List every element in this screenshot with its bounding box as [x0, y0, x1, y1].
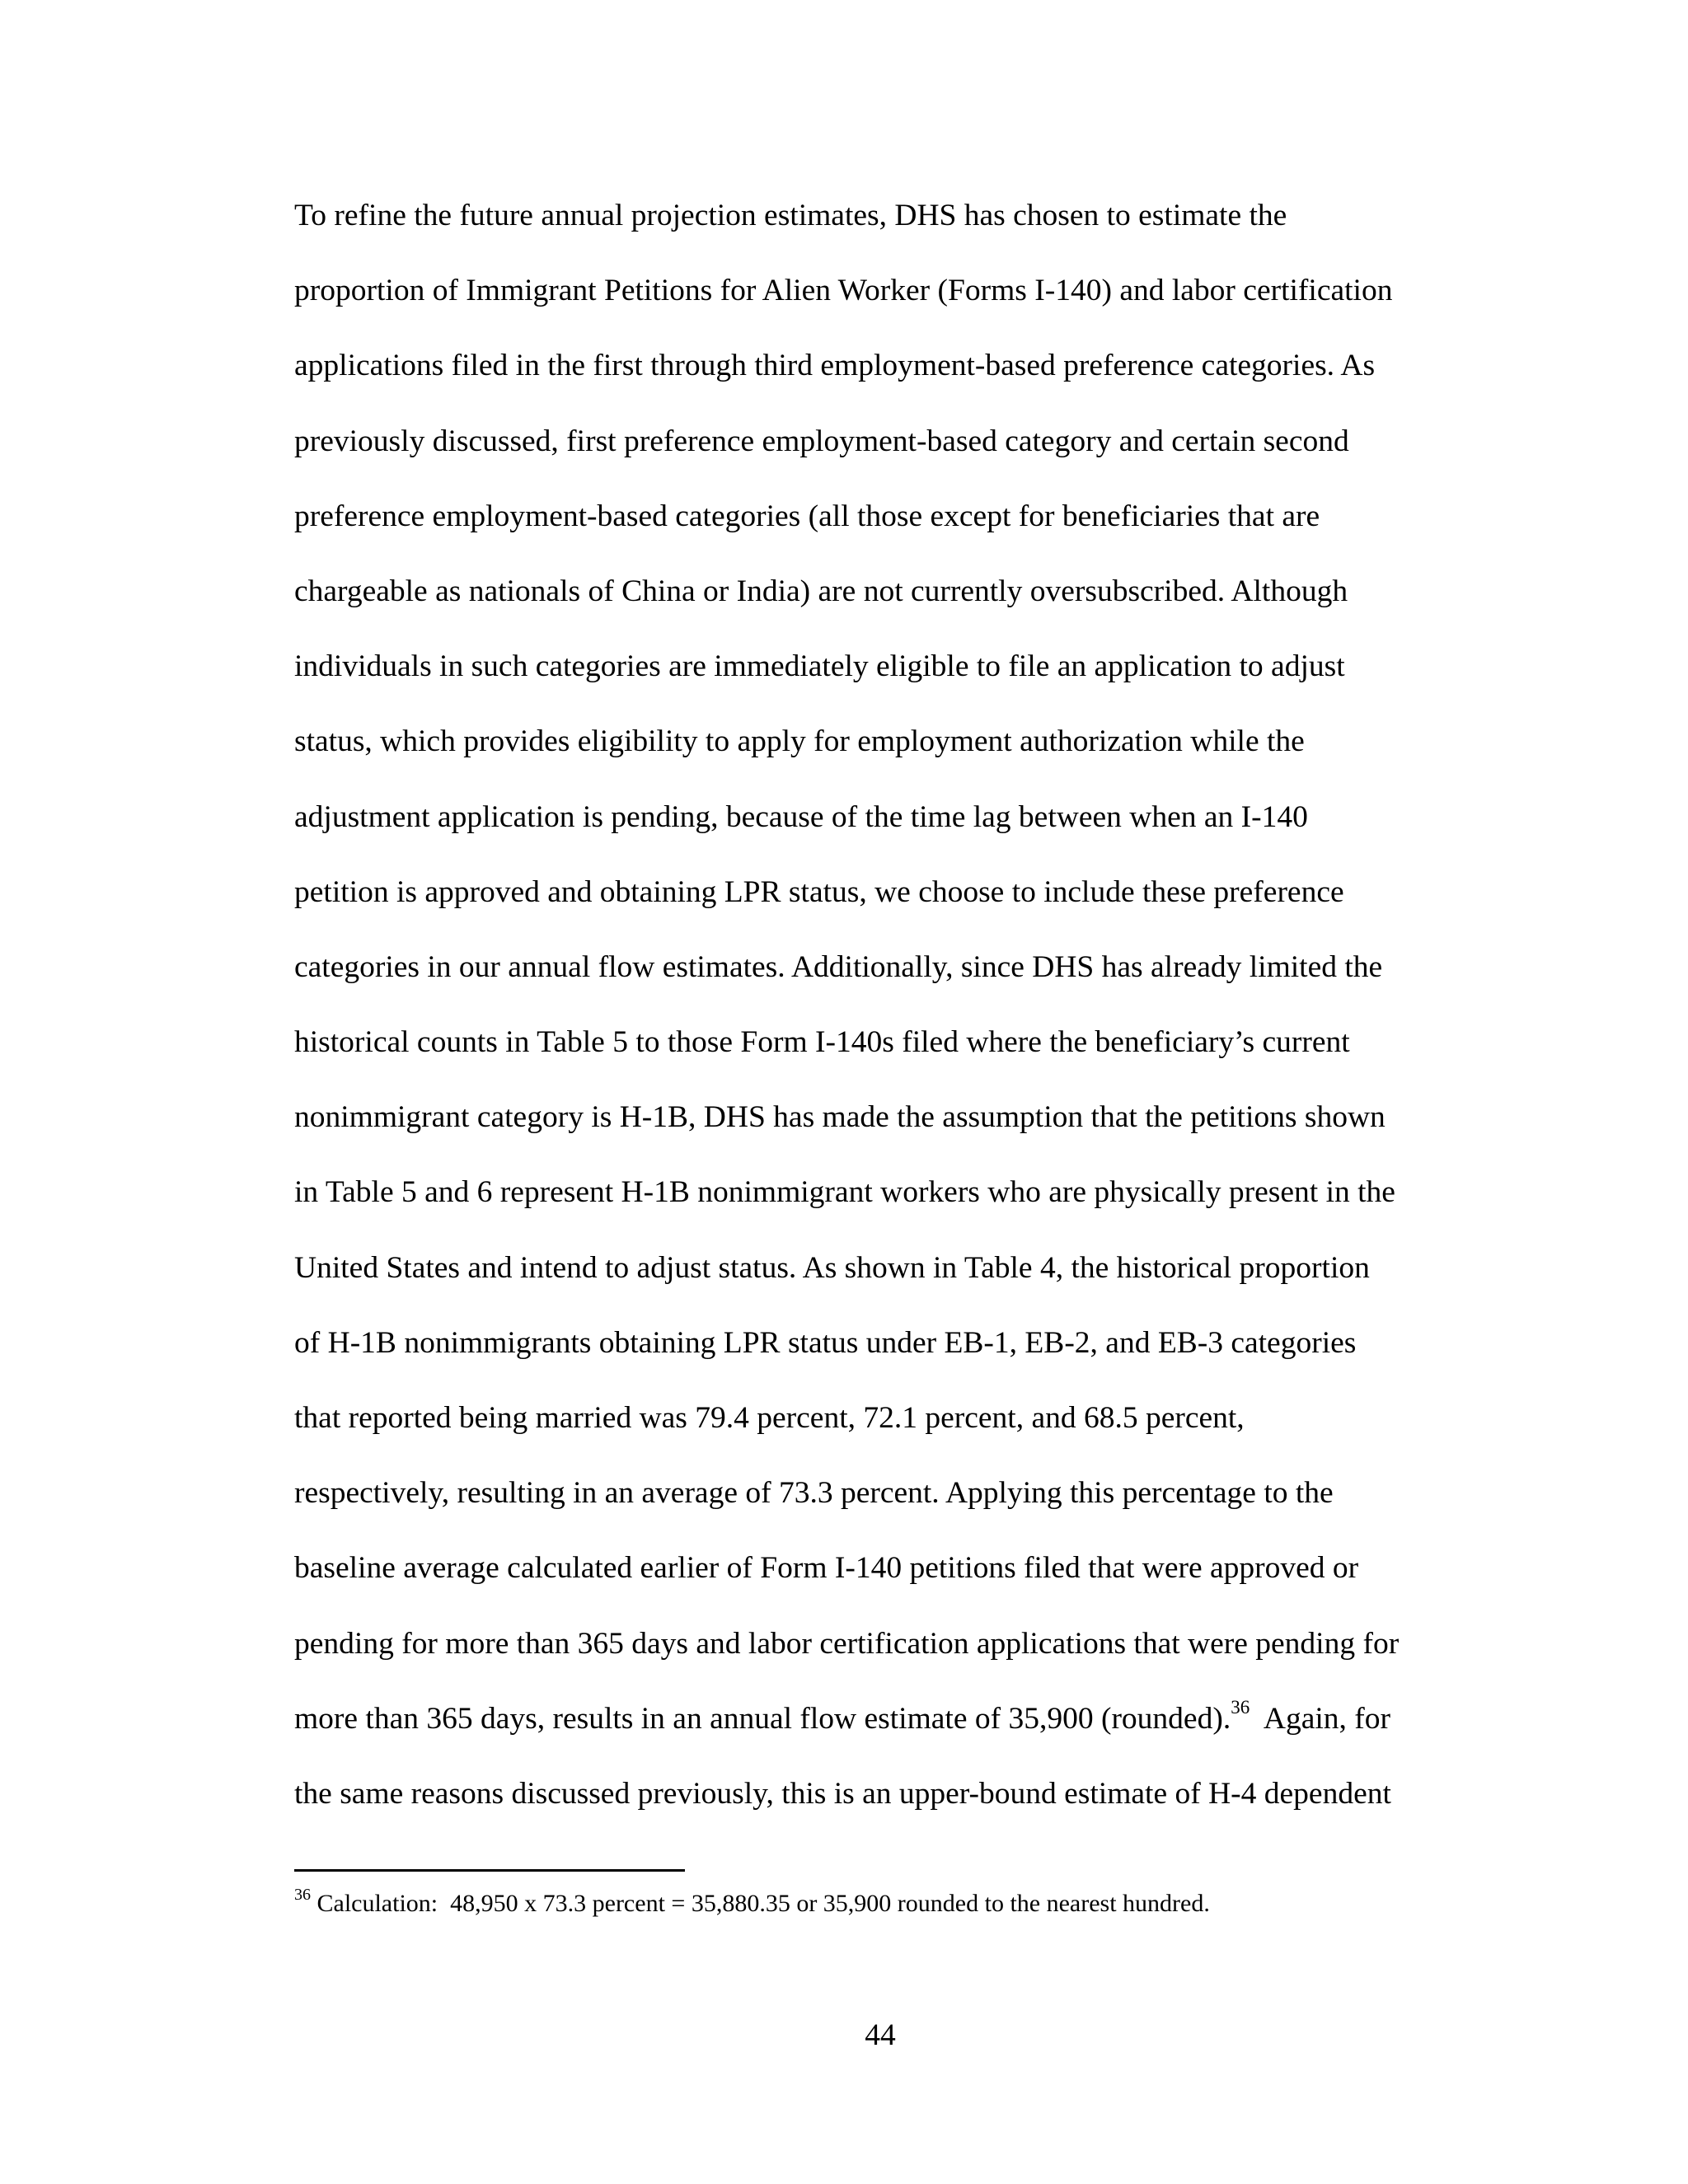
body-line: in Table 5 and 6 represent H-1B nonimmigrant workers who are physically present in the — [294, 1175, 1395, 1210]
body-line: baseline average calculated earlier of Form I-140 petitions filed that were approved or — [294, 1551, 1359, 1586]
body-line-continuation: Again, for — [1250, 1701, 1391, 1736]
body-paragraph — [294, 188, 1465, 1841]
footnote-marker: 36 — [294, 1886, 311, 1904]
body-line-with-footnote-ref — [294, 1691, 1465, 1766]
body-line: that reported being married was 79.4 percent, 72.1 percent, and 68.5 percent, — [294, 1401, 1245, 1435]
body-line: status, which provides eligibility to apply for employment authorization while the — [294, 724, 1305, 759]
body-line: adjustment application is pending, because of the time lag between when an I-140 — [294, 799, 1308, 834]
body-line: chargeable as nationals of China or India) are not currently oversubscribed. Although — [294, 574, 1348, 608]
body-line: United States and intend to adjust status. As shown in Table 4, the historical proportion — [294, 1250, 1370, 1285]
body-line-text: more than 365 days, results in an annual flow estimate of 35,900 (rounded). — [294, 1701, 1231, 1736]
body-line: the same reasons discussed previously, this is an upper-bound estimate of H-4 dependent — [294, 1776, 1391, 1811]
body-line: individuals in such categories are immediately eligible to file an application to adjust — [294, 649, 1345, 684]
body-line: respectively, resulting in an average of 73.3 percent. Applying this percentage to the — [294, 1476, 1334, 1511]
body-line: To refine the future annual projection estimates, DHS has chosen to estimate the — [294, 199, 1287, 232]
page-number: 44 — [865, 2018, 896, 2052]
body-line: proportion of Immigrant Petitions for Alien Worker (Forms I-140) and labor certification — [294, 274, 1393, 308]
footnote-reference-marker[interactable]: 36 — [1231, 1697, 1250, 1718]
body-line: pending for more than 365 days and labor certification applications that were pending for — [294, 1626, 1400, 1661]
footnote — [294, 1886, 1465, 1921]
body-line: previously discussed, first preference employment-based category and certain second — [294, 424, 1349, 458]
footnote-text: Calculation: 48,950 x 73.3 percent = 35,880.35 or 35,900 rounded to the nearest hundred. — [311, 1890, 1210, 1917]
footnote-separator — [294, 1869, 685, 1872]
body-line: nonimmigrant category is H-1B, DHS has made the assumption that the petitions shown — [294, 1100, 1386, 1135]
body-line: preference employment-based categories (all those except for beneficiaries that are — [294, 499, 1320, 533]
body-line: applications filed in the first through third employment-based preference categories. As — [294, 349, 1376, 383]
body-line: of H-1B nonimmigrants obtaining LPR status under EB-1, EB-2, and EB-3 categories — [294, 1325, 1357, 1360]
body-line: petition is approved and obtaining LPR status, we choose to include these preference — [294, 874, 1344, 909]
body-line: historical counts in Table 5 to those Form I-140s filed where the beneficiary’s current — [294, 1025, 1350, 1060]
body-line: categories in our annual flow estimates. Additionally, since DHS has already limited the — [294, 949, 1383, 984]
